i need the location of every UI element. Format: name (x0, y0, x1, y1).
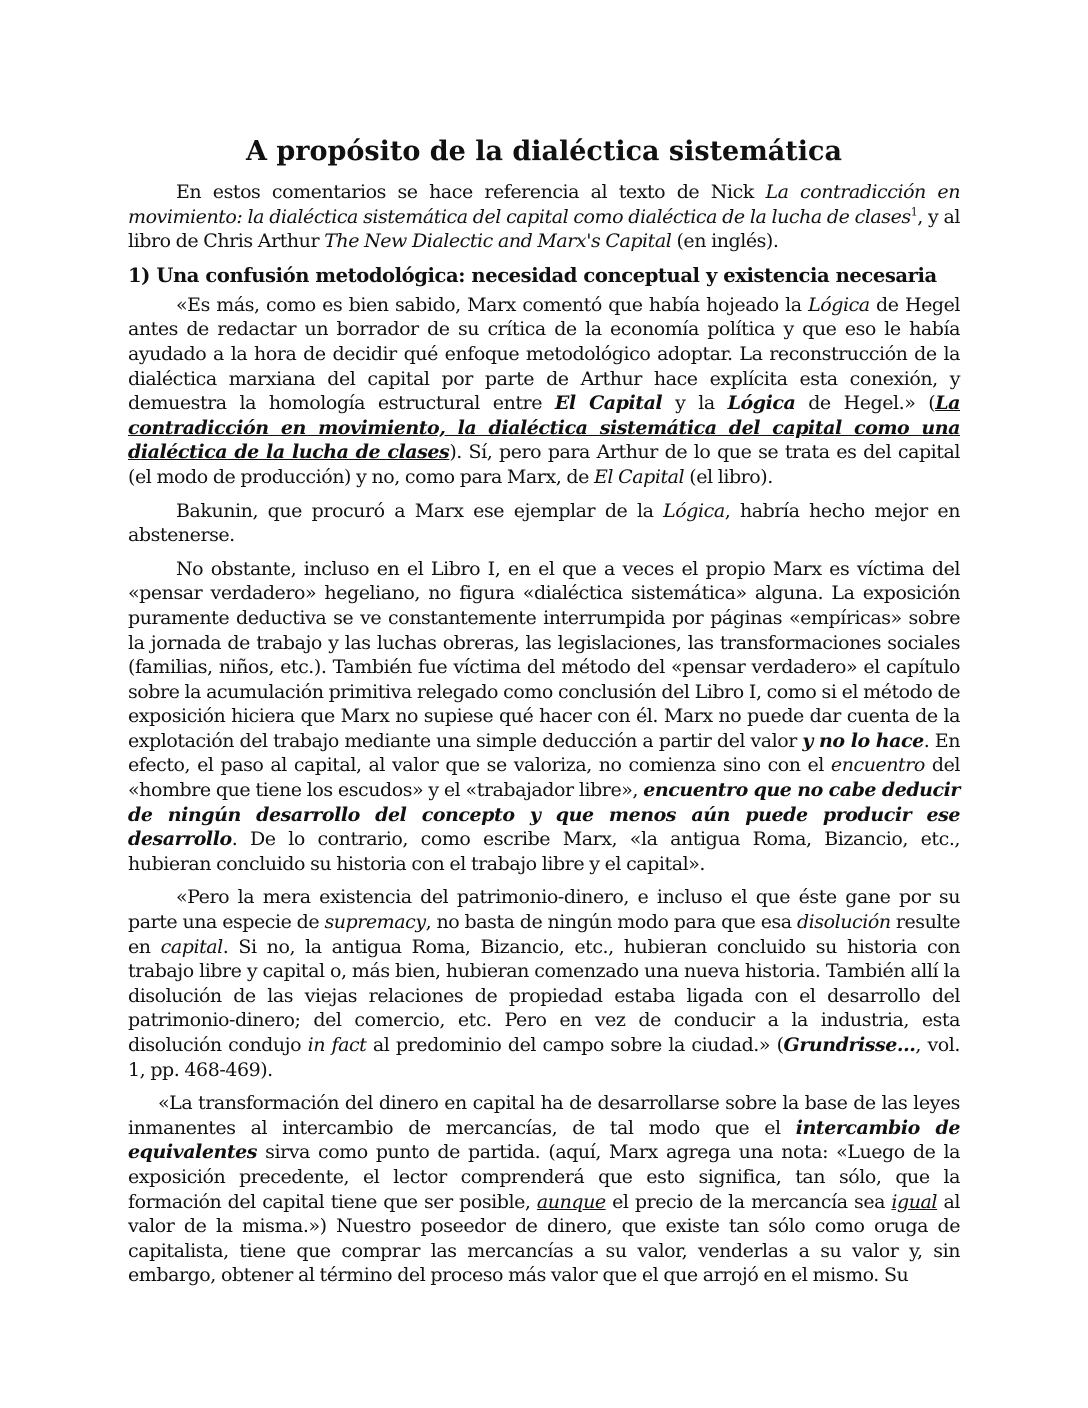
italic-text: Lógica (808, 293, 870, 316)
italic-text: capital (160, 935, 223, 958)
bold-italic-text: y no lo hace (802, 729, 924, 752)
text-run: . Si no, la antigua Roma, Bizancio, etc., hubieran concluido su historia con trabajo libre y capital o, más bien, hubieran comenzado una nueva historia. También allí la disolución de las viejas relaciones de propiedad estaba ligada con el desarrollo del patrimonio-dinero; del comercio, etc. Pero en vez de conducir a la industria, esta disolución condujo (128, 935, 960, 1056)
bold-italic-text: Lógica (727, 392, 796, 415)
text-run: Bakunin, que procuró a Marx ese ejemplar de la (176, 499, 664, 522)
text-run: En estos comentarios se hace referencia al texto de Nick (176, 181, 766, 203)
body-paragraph-1 (128, 293, 960, 490)
italic-text: in fact (307, 1034, 367, 1056)
intro-paragraph (128, 180, 960, 254)
text-run: resulte en (128, 911, 960, 958)
italic-text: disolución (796, 911, 891, 934)
body-paragraph-5 (128, 1091, 960, 1288)
text-run: «Es más, como es bien sabido, Marx comentó que había hojeado la (176, 293, 809, 316)
text-run: (el libro). (684, 465, 773, 488)
text-run: sirva como punto de partida. (aquí, Marx agrega una nota: «Luego de la exposición precedente, el lector comprenderá que esto significa, tan sólo, que la formación del capital tiene que ser posible, (128, 1141, 960, 1213)
body-paragraph-3 (128, 557, 960, 877)
section-heading: 1) Una confusión metodológica: necesidad conceptual y existencia necesaria (128, 263, 937, 287)
text-run: de Hegel.» ( (795, 392, 936, 415)
text-run: «La transformación del dinero en capital ha de desarrollarse sobre la base de las leyes inmanentes al intercambio de mercancías, de tal modo que el (128, 1092, 960, 1139)
bold-italic-text: El Capital (554, 392, 663, 415)
text-run: al predominio del campo sobre la ciudad.» ( (366, 1034, 784, 1056)
text-run: del «hombre que tiene los escudos» y el «trabajador libre», (128, 754, 960, 802)
text-run: . En efecto, el paso al capital, al valor que se valoriza, no comienza sino con el (128, 729, 961, 777)
bold-italic-text: encuentro que no cabe deducir de ningún desarrollo del concepto y que menos aún puede producir ese desarrollo (128, 779, 960, 851)
underlined-italic-text: igual (891, 1190, 938, 1213)
bold-italic-text: intercambio de equivalentes (128, 1116, 960, 1164)
text-run: , no basta de ningún modo para que esa (425, 911, 797, 934)
underlined-italic-text: La contradicción en movimiento, la dialéctica sistemática del capital como una dialéctica de la lucha de clases (128, 392, 960, 464)
italic-text: Lógica (663, 499, 725, 522)
italic-title: La contradicción en movimiento: la dialéctica sistemática del capital como dialéctica de la lucha de clases (128, 181, 961, 228)
text-run: ). Sí, pero para Arthur de lo que se trata es del capital (el modo de producción) y no, como para Marx, de (128, 441, 960, 488)
text-run: el precio de la mercancía sea (605, 1190, 892, 1213)
text-run: de Hegel antes de redactar un borrador de su crítica de la economía política y que eso le había ayudado a la hora de decidir qué enfoque metodológico adoptar. La reconstrucción de la dialéctica marxiana del capital por parte de Arthur hace explícita esta conexión, y demuestra la homología estructural entre (128, 293, 960, 415)
text-run: No obstante, incluso en el Libro I, en el que a veces el propio Marx es víctima del «pensar verdadero» hegeliano, no figura «dialéctica sistemática» alguna. La exposición puramente deductiva se ve constantemente interrumpida por páginas «empíricas» sobre la jornada de trabajo y las luchas obreras, las legislaciones, las transformaciones sociales (familias, niños, etc.). También fue víctima del método del «pensar verdadero» el capítulo sobre la acumulación primitiva relegado como conclusión del Libro I, como si el método de exposición hiciera que Marx no supiese qué hacer con él. Marx no puede dar cuenta de la explotación del trabajo mediante una simple deducción a partir del valor (128, 557, 960, 752)
text-run: , vol. 1, pp. 468-469). (128, 1034, 961, 1081)
italic-title: The New Dialectic and Marx's Capital (324, 230, 672, 253)
italic-text: El Capital (594, 465, 685, 488)
underlined-italic-text: aunque (536, 1190, 606, 1213)
document-title: A propósito de la dialéctica sistemática (246, 136, 842, 167)
text-run: y la (662, 392, 728, 415)
text-run: «Pero la mera existencia del patrimonio-dinero, e incluso el que éste gane por su parte una especie de (128, 886, 960, 934)
italic-text: supremacy (324, 911, 426, 934)
body-paragraph-4 (128, 885, 960, 1082)
text-run: . De lo contrario, como escribe Marx, «la antigua Roma, Bizancio, etc., hubieran concluido su historia con el trabajo libre y el capital». (128, 828, 960, 875)
footnote-marker[interactable]: 1 (910, 205, 918, 219)
bold-italic-text: Grundrisse... (783, 1034, 916, 1056)
text-run: , habría hecho mejor en abstenerse. (128, 499, 960, 547)
text-run: al valor de la misma.») Nuestro poseedor de dinero, que existe tan sólo como oruga de capitalista, tiene que comprar las mercancías a su valor, venderlas a su valor y, sin embargo, obtener al término del proceso más valor que el que arrojó en el mismo. Su (128, 1190, 960, 1287)
italic-text: encuentro (830, 754, 925, 777)
body-paragraph-2 (128, 499, 960, 548)
text-run: (en inglés). (671, 230, 779, 253)
text-run: , y al libro de Chris Arthur (128, 205, 960, 253)
